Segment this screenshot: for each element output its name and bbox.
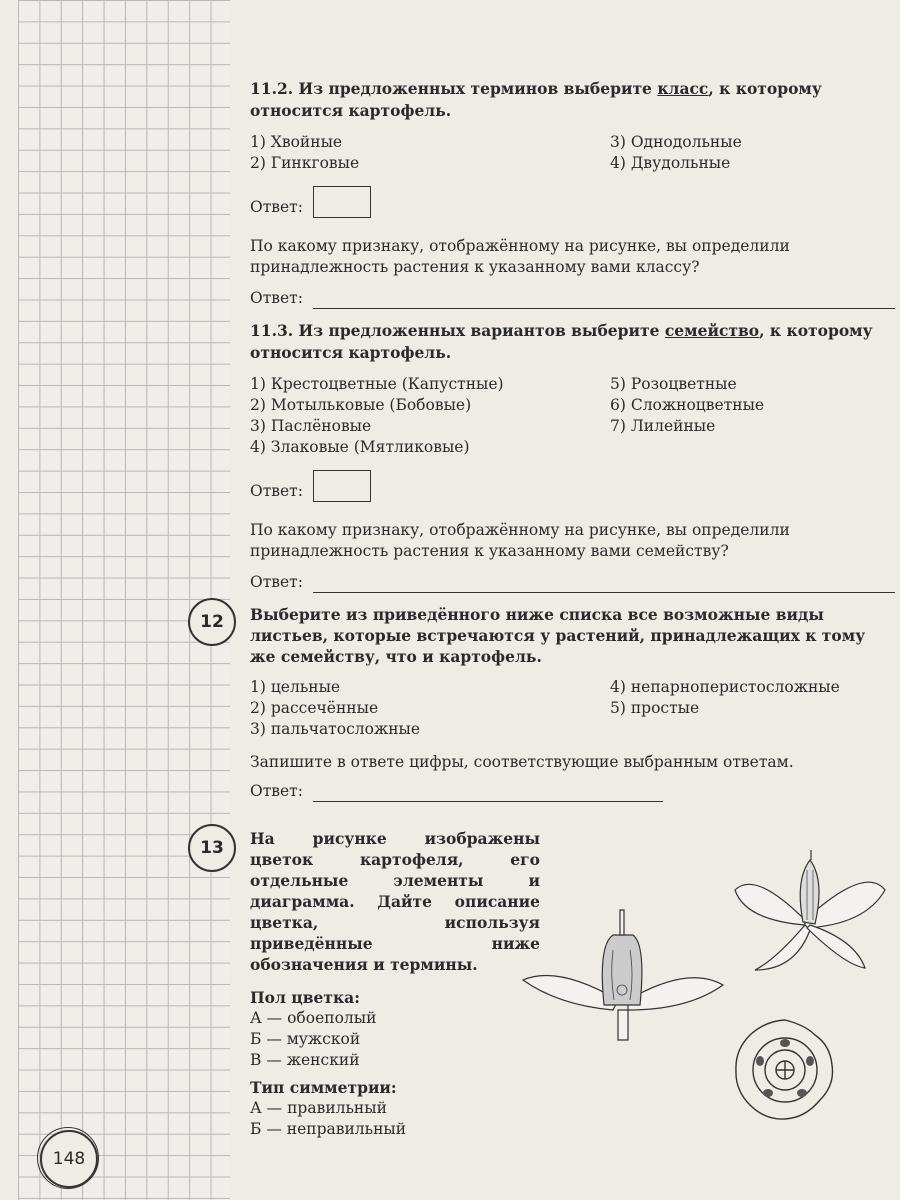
symmetry-option: Б — неправильный (250, 1120, 407, 1138)
sex-option: А — обоеполый (250, 1009, 377, 1027)
option: 4) непарноперистосложные (610, 678, 840, 696)
q11-3-followup-answer (250, 572, 895, 593)
option: 3) Паслёновые (250, 417, 372, 435)
option: 3) Однодольные (610, 133, 742, 151)
q12-options (250, 677, 895, 740)
option: 4) Двудольные (610, 154, 731, 172)
option: 6) Сложноцветные (610, 396, 765, 414)
option: 7) Лилейные (610, 417, 716, 435)
question-11-3 (250, 320, 895, 593)
option: 2) Мотыльковые (Бобовые) (250, 396, 472, 414)
option: 5) простые (610, 699, 700, 717)
answer-line[interactable] (313, 290, 895, 309)
q12-instruction: Запишите в ответе цифры, соответствующие выбранным ответам. (250, 753, 794, 771)
q11-2-prompt: 11.2. Из предложенных терминов выберите класс, к которому относится картофель. (250, 79, 822, 120)
answer-line[interactable] (313, 783, 663, 802)
q11-2-options (250, 132, 895, 174)
option: 2) Гинкговые (250, 154, 360, 172)
answer-label: Ответ: (250, 198, 303, 216)
q13-prompt: На рисунке изображены цветок картофеля, его отдельные элементы и диаграмма. Дайте описание цветка, используя приведённые ниже обозначения и термины. (250, 829, 540, 974)
symmetry-heading: Тип симметрии: (250, 1078, 397, 1097)
question-number: 12 (188, 598, 236, 646)
page-number: 148 (40, 1130, 98, 1188)
q12-prompt: Выберите из приведённого ниже списка все возможные виды листьев, которые встречаются у растений, принадлежащих к тому же семейству, что и картофель. (250, 605, 866, 666)
q11-3-options (250, 374, 895, 458)
q11-2-followup-answer (250, 288, 895, 309)
q11-2-answer (250, 186, 895, 218)
option: 1) Крестоцветные (Капустные) (250, 375, 504, 393)
flower-diagram-icon (730, 1015, 840, 1125)
q11-2-followup: По какому признаку, отображённому на рисунке, вы определили принадлежность растения к указанному вами классу? (250, 237, 790, 276)
q12-answer (250, 781, 895, 802)
grid-fade (230, 0, 250, 1200)
sex-heading: Пол цветка: (250, 988, 360, 1007)
option: 4) Злаковые (Мятликовые) (250, 438, 470, 456)
answer-label: Ответ: (250, 782, 303, 800)
question-12 (200, 604, 895, 802)
flower-section-icon (518, 905, 728, 1045)
symmetry-option: А — правильный (250, 1099, 387, 1117)
flower-top-icon (715, 850, 895, 980)
q11-3-followup: По какому признаку, отображённому на рисунке, вы определили принадлежность растения к указанному вами семейству? (250, 521, 790, 560)
q11-3-answer (250, 470, 895, 502)
answer-label: Ответ: (250, 482, 303, 500)
answer-line[interactable] (313, 574, 895, 593)
question-11-2 (250, 78, 895, 309)
option: 5) Розоцветные (610, 375, 737, 393)
option: 2) рассечённые (250, 699, 379, 717)
option: 3) пальчатосложные (250, 720, 421, 738)
option: 1) цельные (250, 678, 341, 696)
answer-label: Ответ: (250, 573, 303, 591)
grid-margin (18, 0, 230, 1200)
sex-option: В — женский (250, 1051, 360, 1069)
answer-box[interactable] (313, 470, 371, 502)
question-number: 13 (188, 824, 236, 872)
answer-label: Ответ: (250, 289, 303, 307)
answer-box[interactable] (313, 186, 371, 218)
q11-3-prompt: 11.3. Из предложенных вариантов выберите семейство, к которому относится картофель. (250, 321, 873, 362)
option: 1) Хвойные (250, 133, 343, 151)
sex-option: Б — мужской (250, 1030, 361, 1048)
